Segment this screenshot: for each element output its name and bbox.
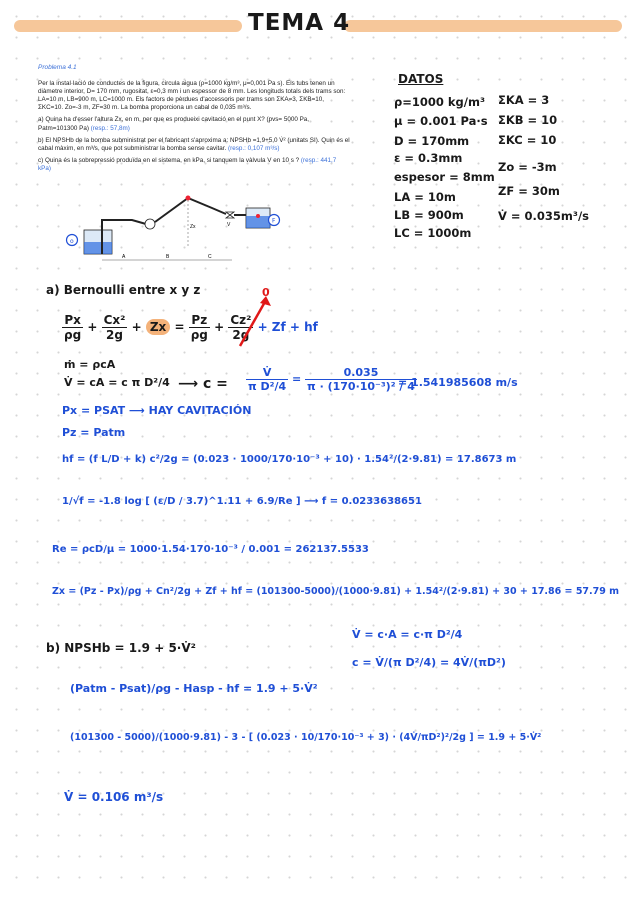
pipe-system-figure <box>62 190 284 265</box>
zx-highlight: Zx <box>146 319 170 335</box>
dato-left-3: ε = 0.3mm <box>394 151 463 165</box>
dato-left-5: LA = 10m <box>394 190 456 204</box>
dato-right-3: Zo = -3m <box>498 160 557 174</box>
water-left <box>84 242 112 254</box>
c-result: = 1.541985608 m/s <box>398 376 518 389</box>
dato-right-1: ΣKB = 10 <box>498 113 558 127</box>
valve-icon <box>226 212 234 218</box>
svg-text:F: F <box>272 217 276 225</box>
svg-text:Zx: Zx <box>190 224 196 230</box>
colebrook-line: 1/√f = -1.8 log [ (ε/D / 3.7)^1.11 + 6.9/Re ] ⟶ f = 0.0233638651 <box>62 496 422 507</box>
bernoulli-equation: $\frac{Px}{\rho g}$ + $\frac{\text{Cx²}}{2g}$ + Zx = $\frac{Pz}{\rho g}$ + $\frac{\text{Cz²}}{2g}$ + Zf + hf <box>64 313 318 342</box>
px-line: Px = PSAT ⟶ HAY CAVITACIÓN <box>62 404 252 417</box>
part-b-result: V̇ = 0.106 m³/s <box>64 790 164 804</box>
part-b-side-2: c = V̇/(π D²/4) = 4V̇/(πD²) <box>352 656 506 669</box>
dato-right-0: ΣKA = 3 <box>498 93 550 107</box>
dato-right-5: V̇ = 0.035m³/s <box>498 209 589 223</box>
dato-left-7: LC = 1000m <box>394 226 472 240</box>
point-x-marker <box>186 196 191 201</box>
datos-title: DATOS <box>398 72 444 86</box>
part-b-line-1: (Patm - Psat)/ρg - Hasp - hf = 1.9 + 5·V̇² <box>70 682 318 695</box>
dato-left-0: ρ=1000 kg/m³ <box>394 95 485 109</box>
svg-text:B: B <box>166 254 170 260</box>
dato-right-2: ΣKC = 10 <box>498 133 557 147</box>
pump-icon <box>145 219 155 229</box>
svg-text:V: V <box>227 222 231 228</box>
problem-text: Per la instal·lació de conductes de la figura, circula aigua (ρ=1000 kg/m³, μ=0,001 Pa s). Els tubs tenen un diàmetre interior, D= 170 mm, rugositat, ε=0,3 mm i un espessor de 8 mm. Les longituds totals dels trams son: LA=10 m, LB=900 m, LC=1000 m. Els factors de pèrdues d'accessoris per trams son ΣKA=3, ΣKB=10, ΣKC=10. Zo=-3 m, ZF=30 m. La bomba proporciona un cabal de 0,035 m³/s. <box>38 80 346 112</box>
pz-line: Pz = Patm <box>62 426 126 439</box>
svg-text:C: C <box>208 254 212 260</box>
arrow-symbol: ⟶ c = <box>178 376 228 392</box>
problem-statement <box>38 64 350 177</box>
part-b-heading: b) NPSHb = 1.9 + 5·V̇² <box>46 641 196 655</box>
header-bar-left <box>14 20 242 32</box>
question-a: a) Quina ha d'esser l'altura Zx, en m, per que es produeixi cavitació en el punt X? (pvs= 5000 Pa, Patm=101300 Pa) (resp.: 57,8m) <box>38 116 310 132</box>
pipe-b <box>155 198 226 222</box>
reynolds-line: Re = ρcD/μ = 1000·1.54·170·10⁻³ / 0.001 = 262137.5533 <box>52 544 369 555</box>
part-a-heading: a) Bernoulli entre x y z <box>46 283 201 297</box>
svg-text:o: o <box>70 238 74 245</box>
svg-text:A: A <box>122 254 126 260</box>
dato-left-4: espesor = 8mm <box>394 170 495 184</box>
cancel-arrow-line <box>240 300 266 346</box>
mass-flow-line: ṁ = ρcA <box>64 358 116 371</box>
question-c: c) Quina és la sobrepressió produïda en el sistema, en kPa, si tanquem la vàlvula V en 10 s ? (resp.: 441,7 kPa) <box>38 156 337 172</box>
page-title: TEMA 4 <box>248 10 351 36</box>
part-b-line-2: (101300 - 5000)/(1000·9.81) - 3 - [ (0.023 · 10/170·10⁻³ + 3) · (4V̇/πD²)²/2g ] = 1.9 + 5·V̇² <box>70 732 542 743</box>
cancel-zero: 0 <box>262 286 270 299</box>
dato-left-2: D = 170mm <box>394 134 470 148</box>
part-b-side-1: V̇ = c·A = c·π D²/4 <box>352 628 463 641</box>
dato-right-4: ZF = 30m <box>498 184 560 198</box>
volume-flow-line: V̇ = cA = c π D²/4 <box>64 376 170 389</box>
c-formula: $\frac{V̇}{\text{π D²/4}}$ = $\frac{0.035}{\text{π · (170·10⁻³)² / 4}}$ <box>248 366 415 393</box>
cancel-arrow <box>238 292 274 350</box>
problem-number: Problema 4.1 <box>38 64 77 71</box>
header-bar-right <box>344 20 622 32</box>
zx-result-line: Zx = (Pz - Px)/ρg + Cn²/2g + Zf + hf = (101300-5000)/(1000·9.81) + 1.54²/(2·9.81) + 30 + 17.86 = 57.79 m <box>52 586 620 597</box>
hf-line: hf = (f L/D + k) c²/2g = (0.023 · 1000/170·10⁻³ + 10) · 1.54²/(2·9.81) = 17.8673 m <box>62 454 517 465</box>
dato-left-1: μ = 0.001 Pa·s <box>394 114 488 128</box>
dato-left-6: LB = 900m <box>394 208 464 222</box>
point-f-marker <box>256 214 260 218</box>
question-b: b) El NPSHb de la bomba subministrat per el fabricant s'aproxima a: NPSHb =1,9+5,0 V̇² (unitats SI). Quin és el cabal màxim, en m³/s, que pot subministrar la bomba sense cavitar. (resp.: 0,107 m³/s) <box>38 136 350 152</box>
